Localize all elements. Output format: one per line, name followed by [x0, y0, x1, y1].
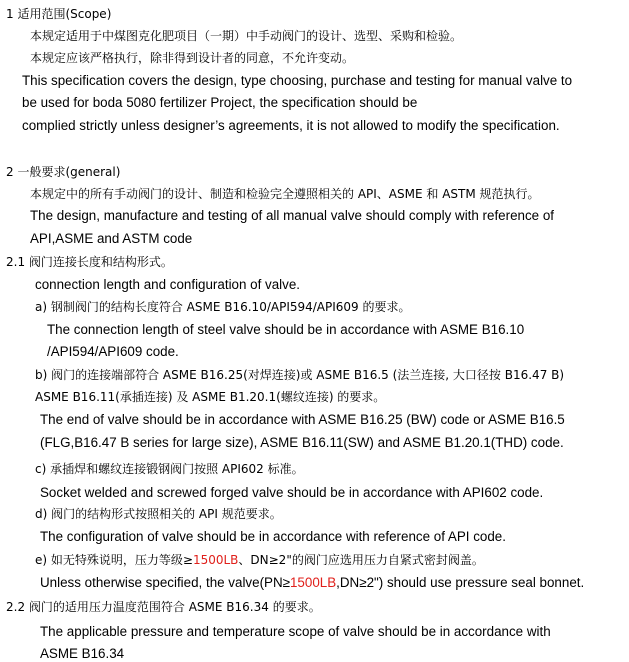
pressure-class-highlight-en: 1500LB [289, 575, 337, 590]
item-b-cn-line-1: b) 阀门的连接端部符合 ASME B16.25(对焊连接)或 ASME B16.5 (法兰连接, 大口径按 B16.47 B) [35, 368, 565, 382]
item-e-en-pre: Unless otherwise specified, the valve(PN≥ [40, 575, 290, 590]
item-e-en [40, 575, 584, 591]
item-d-cn: d) 阀门的结构形式按照相关的 API 规范要求。 [35, 507, 282, 521]
item-a-en-line-2: /API594/API609 code. [47, 344, 179, 359]
item-b-en-line-1: The end of valve should be in accordance with ASME B16.25 (BW) code or ASME B16.5 [40, 412, 565, 427]
section-1-heading: 1 适用范围(Scope) [6, 7, 112, 21]
item-e-cn-pre: e) 如无特殊说明，压力等级≥ [35, 553, 193, 567]
item-b-cn-line-2: ASME B16.11(承插连接) 及 ASME B1.20.1(螺纹连接) 的要求。 [35, 390, 386, 404]
item-e-cn-post: 、DN≥2"的阀门应选用压力自紧式密封阀盖。 [238, 553, 484, 567]
section-2-2-en-line-2: ASME B16.34 [40, 646, 125, 661]
section-2-en-line-2: API,ASME and ASTM code [30, 231, 193, 246]
item-b-en-line-2: (FLG,B16.47 B series for large size), ASME B16.11(SW) and ASME B1.20.1(THD) code. [40, 435, 564, 450]
section-2-2-heading: 2.2 阀门的适用压力温度范围符合 ASME B16.34 的要求。 [6, 600, 321, 614]
section-2-heading: 2 一般要求(general) [6, 165, 121, 179]
item-c-cn: c) 承插焊和螺纹连接锻钢阀门按照 API602 标准。 [35, 462, 304, 476]
section-2-en-line-1: The design, manufacture and testing of all manual valve should comply with reference of [30, 208, 555, 223]
item-e-en-post: ,DN≥2") should use pressure seal bonnet. [336, 575, 585, 590]
section-2-1-heading: 2.1 阀门连接长度和结构形式。 [6, 255, 173, 269]
item-d-en: The configuration of valve should be in accordance with reference of API code. [40, 529, 506, 544]
section-1-en-line-1: This specification covers the design, type choosing, purchase and testing for manual valve to [22, 73, 573, 88]
item-e-cn [35, 552, 484, 568]
section-2-2-en-line-1: The applicable pressure and temperature scope of valve should be in accordance with [40, 624, 551, 639]
section-2-1-en: connection length and configuration of valve. [35, 277, 301, 292]
section-2-cn-line-1: 本规定中的所有手动阀门的设计、制造和检验完全遵照相关的 API、ASME 和 ASTM 规范执行。 [30, 187, 540, 201]
item-a-en-line-1: The connection length of steel valve should be in accordance with ASME B16.10 [47, 322, 525, 337]
pressure-class-highlight: 1500LB [192, 553, 239, 567]
section-1-cn-line-1: 本规定适用于中煤图克化肥项目（一期）中手动阀门的设计、选型、采购和检验。 [30, 29, 463, 43]
section-1-en-line-3: complied strictly unless designer’s agreements, it is not allowed to modify the specification. [22, 118, 560, 133]
item-c-en: Socket welded and screwed forged valve should be in accordance with API602 code. [40, 485, 544, 500]
section-1-cn-line-2: 本规定应该严格执行，除非得到设计者的同意，不允许变动。 [30, 51, 355, 65]
item-a-cn: a) 钢制阀门的结构长度符合 ASME B16.10/API594/API609 的要求。 [35, 300, 411, 314]
section-1-en-line-2: be used for boda 5080 fertilizer Project, the specification should be [22, 95, 418, 110]
